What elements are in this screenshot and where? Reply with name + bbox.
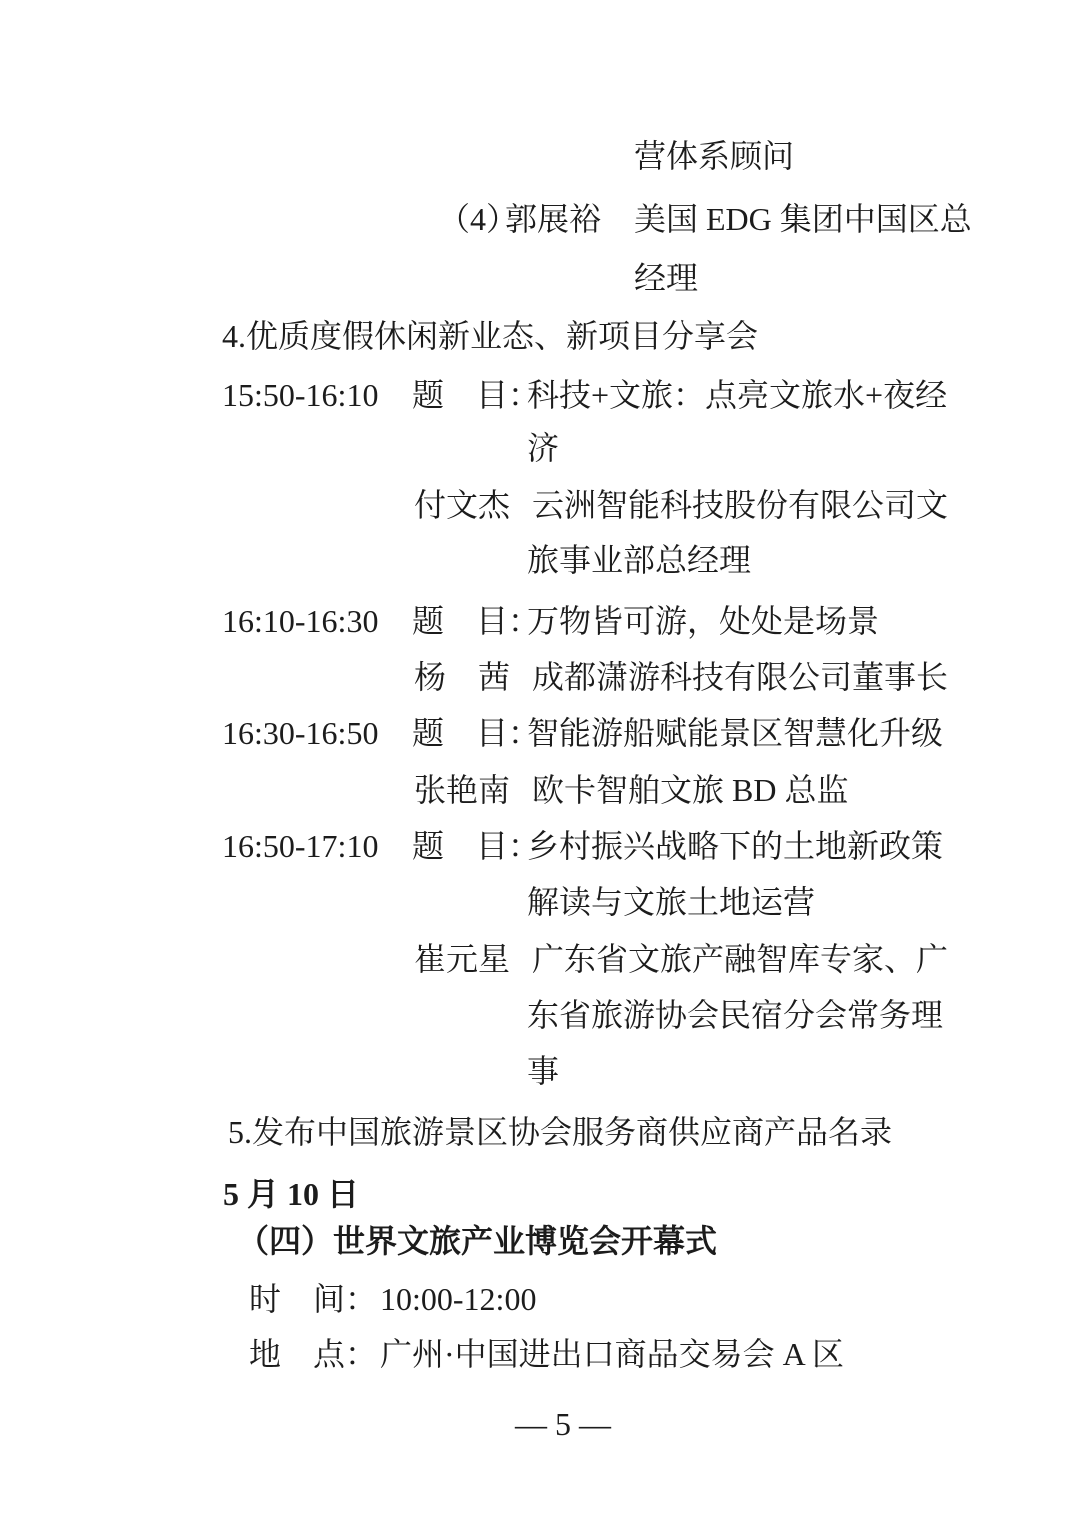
speaker-title-desc: 美国 EDG 集团中国区总 bbox=[634, 201, 972, 237]
topic-label: 题 目： bbox=[412, 828, 541, 864]
speaker-affiliation: 欧卡智舶文旅 BD 总监 bbox=[532, 772, 849, 808]
page-number-text: — 5 — bbox=[515, 1406, 611, 1442]
agenda-item-heading bbox=[0, 315, 1080, 357]
speaker-name: 崔元星 bbox=[414, 941, 511, 977]
time-text: 16:10-16:30 bbox=[222, 603, 379, 639]
meta-value: 10:00-12:00 bbox=[380, 1281, 537, 1317]
continuation-row bbox=[0, 1050, 1080, 1092]
speaker-row bbox=[0, 656, 1080, 698]
speaker-affiliation-continuation: 东省旅游协会民宿分会常务理 bbox=[527, 997, 944, 1033]
topic-title: 科技+文旅：点亮文旅水+夜经 bbox=[527, 377, 948, 413]
meta-row-time bbox=[0, 1278, 1080, 1320]
topic-title: 智能游船赋能景区智慧化升级 bbox=[527, 715, 944, 751]
agenda-time-row bbox=[0, 825, 1080, 867]
topic-label: 题 目： bbox=[412, 715, 541, 751]
speaker-affiliation: 广东省文旅产融智库专家、广 bbox=[532, 941, 949, 977]
speaker-row bbox=[0, 198, 1080, 240]
section-title: （四）世界文旅产业博览会开幕式 bbox=[237, 1223, 718, 1259]
continuation-row bbox=[0, 135, 1080, 177]
speaker-row bbox=[0, 938, 1080, 980]
topic-label: 题 目： bbox=[412, 377, 541, 413]
agenda-time-row bbox=[0, 600, 1080, 642]
continuation-row bbox=[0, 257, 1080, 299]
speaker-row bbox=[0, 484, 1080, 526]
agenda-time-row bbox=[0, 374, 1080, 416]
agenda-item-title: 5.发布中国旅游景区协会服务商供应商产品名录 bbox=[228, 1114, 893, 1150]
agenda-item-title: 4.优质度假休闲新业态、新项目分享会 bbox=[222, 318, 759, 354]
meta-row-location bbox=[0, 1333, 1080, 1375]
topic-title: 万物皆可游，处处是场景 bbox=[527, 603, 880, 639]
time-text: 16:50-17:10 bbox=[222, 828, 379, 864]
agenda-item-heading bbox=[0, 1111, 1080, 1153]
speaker-name: 郭展裕 bbox=[505, 201, 602, 237]
agenda-time-row bbox=[0, 712, 1080, 754]
speaker-affiliation-continuation: 事 bbox=[527, 1053, 560, 1089]
meta-label: 时 间： bbox=[249, 1281, 378, 1317]
speaker-title-desc: 营体系顾问 bbox=[634, 138, 795, 174]
speaker-affiliation-continuation: 旅事业部总经理 bbox=[527, 542, 752, 578]
speaker-title-desc: 经理 bbox=[634, 260, 699, 296]
section-heading bbox=[0, 1220, 1080, 1262]
topic-label: 题 目： bbox=[412, 603, 541, 639]
date-heading bbox=[0, 1173, 1080, 1215]
meta-label: 地 点： bbox=[249, 1336, 378, 1372]
speaker-affiliation: 云洲智能科技股份有限公司文 bbox=[532, 487, 949, 523]
continuation-row bbox=[0, 994, 1080, 1036]
topic-title-continuation: 解读与文旅土地运营 bbox=[527, 884, 816, 920]
list-item-number: （4） bbox=[438, 201, 519, 237]
speaker-name: 张艳南 bbox=[414, 772, 511, 808]
speaker-name: 付文杰 bbox=[414, 487, 511, 523]
time-text: 15:50-16:10 bbox=[222, 377, 379, 413]
continuation-row bbox=[0, 427, 1080, 469]
speaker-affiliation: 成都潇游科技有限公司董事长 bbox=[532, 659, 949, 695]
speaker-row bbox=[0, 769, 1080, 811]
continuation-row bbox=[0, 539, 1080, 581]
speaker-name: 杨 茜 bbox=[414, 659, 511, 695]
time-text: 16:30-16:50 bbox=[222, 715, 379, 751]
continuation-row bbox=[0, 881, 1080, 923]
topic-title-continuation: 济 bbox=[527, 430, 560, 466]
date-text: 5 月 10 日 bbox=[223, 1176, 360, 1212]
page-number bbox=[0, 1403, 1080, 1445]
meta-value: 广州·中国进出口商品交易会 A 区 bbox=[380, 1336, 845, 1372]
topic-title: 乡村振兴战略下的土地新政策 bbox=[527, 828, 944, 864]
